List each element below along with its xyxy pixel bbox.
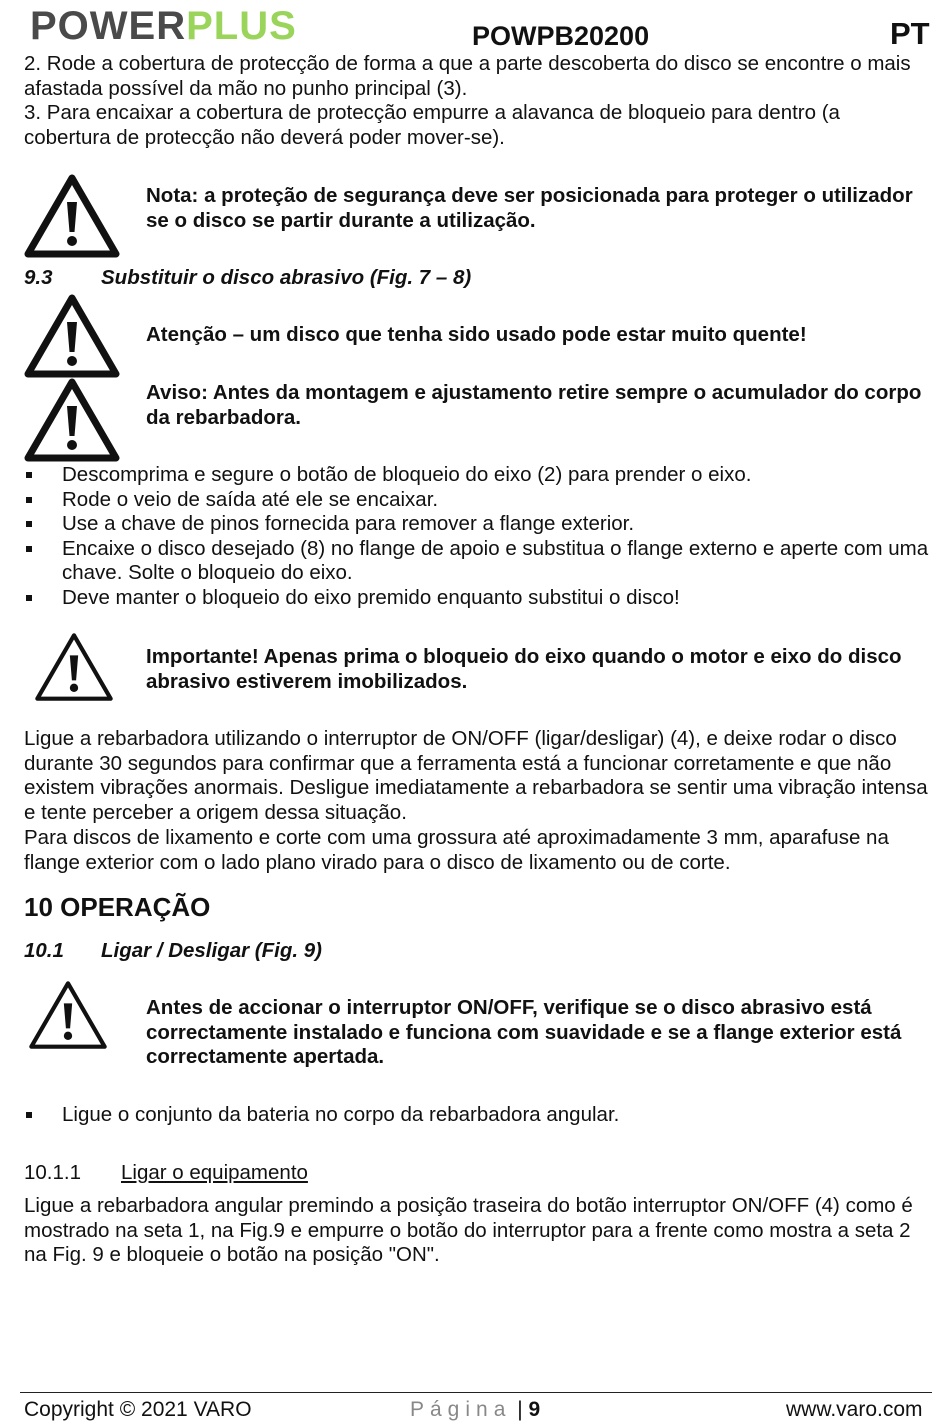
test-run-paragraph: Ligue a rebarbadora utilizando o interruptor de ON/OFF (ligar/desligar) (4), e deixe rodar o disco durante 30 segundos para confirmar que a ferramenta está a funcionar corretamente e que não existem vibrações anormais. Desligue imediatamente a rebarbadora se sentir uma vibração intensa e tente perceber a origem dessa situação. (24, 727, 928, 824)
logo-power: POWER (30, 4, 187, 48)
warning-triangle-icon (24, 378, 120, 462)
page-number: 9 (528, 1398, 541, 1421)
section-10-1-1-heading (24, 1161, 308, 1186)
footer-divider (20, 1392, 932, 1393)
page-indicator (410, 1397, 540, 1423)
battery-removal-warning: Aviso: Antes da montagem e ajustamento retire sempre o acumulador do corpo da rebarbadora. (146, 381, 922, 429)
copyright-text: Copyright © 2021 VARO (24, 1398, 252, 1421)
section-9-3-heading (24, 266, 471, 291)
switch-on-paragraph: Ligue a rebarbadora angular premindo a posição traseira do botão interruptor ON/OFF (4) como é mostrado na seta 1, na Fig.9 e empurre o botão do interruptor para a frente como mostra a seta 2 na Fig. 9 e bloqueie o botão na posição "ON". (24, 1194, 913, 1266)
section-10-1-heading (24, 939, 322, 964)
logo-plus: PLUS (186, 4, 297, 48)
battery-step-list (24, 1103, 929, 1128)
section-number: 10.1 (24, 939, 64, 962)
list-item: Encaixe o disco desejado (8) no flange de apoio e substitua o flange externo e aperte com uma chave. Solte o bloqueio do eixo. (24, 537, 929, 586)
warning-triangle-icon (24, 294, 120, 378)
section-number: 10.1.1 (24, 1161, 81, 1184)
disc-replacement-steps (24, 463, 929, 610)
powerplus-logo (30, 4, 297, 48)
section-number: 9.3 (24, 266, 53, 289)
intro-step-3: 3. Para encaixar a cobertura de protecção empurre a alavanca de bloqueio para dentro (a cobertura de protecção não deverá poder mover-se). (24, 101, 840, 149)
list-item: Deve manter o bloqueio do eixo premido enquanto substitui o disco! (24, 586, 929, 611)
switch-check-warning: Antes de accionar o interruptor ON/OFF, verifique se o disco abrasivo está correctamente instalado e funciona com suavidade e se a flange exterior está correctamente apertada. (146, 996, 902, 1068)
section-10-heading: 10 OPERAÇÃO (24, 892, 211, 922)
model-number: POWPB20200 (472, 21, 650, 51)
intro-step-2: 2. Rode a cobertura de protecção de forma a que a parte descoberta do disco se encontre o mais afastada possível da mão no punho principal (3). (24, 52, 911, 100)
list-item: Ligue o conjunto da bateria no corpo da rebarbadora angular. (24, 1103, 929, 1128)
section-title: Ligar o equipamento (121, 1161, 308, 1184)
language-code: PT (890, 16, 930, 51)
safety-guard-note: Nota: a proteção de segurança deve ser posicionada para proteger o utilizador se o disco se partir durante a utilização. (146, 184, 913, 232)
website-link[interactable]: www.varo.com (786, 1398, 923, 1421)
list-item: Descomprima e segure o botão de bloqueio do eixo (2) para prender o eixo. (24, 463, 929, 488)
section-title: Substituir o disco abrasivo (Fig. 7 – 8) (101, 266, 472, 289)
spindle-lock-important-note: Importante! Apenas prima o bloqueio do eixo quando o motor e eixo do disco abrasivo estiverem imobilizados. (146, 645, 902, 693)
hot-disc-warning: Atenção – um disco que tenha sido usado pode estar muito quente! (146, 323, 807, 346)
warning-triangle-icon (24, 174, 120, 258)
warning-triangle-icon (34, 632, 114, 702)
page-separator: | (511, 1398, 529, 1421)
list-item: Rode o veio de saída até ele se encaixar. (24, 488, 929, 513)
flange-paragraph: Para discos de lixamento e corte com uma grossura até aproximadamente 3 mm, aparafuse na flange exterior com o lado plano virado para o disco de lixamento ou de corte. (24, 826, 889, 874)
section-title: Ligar / Desligar (Fig. 9) (101, 939, 322, 962)
list-item: Use a chave de pinos fornecida para remover a flange exterior. (24, 512, 929, 537)
page-word: Página (410, 1398, 512, 1421)
warning-triangle-icon (28, 980, 108, 1050)
